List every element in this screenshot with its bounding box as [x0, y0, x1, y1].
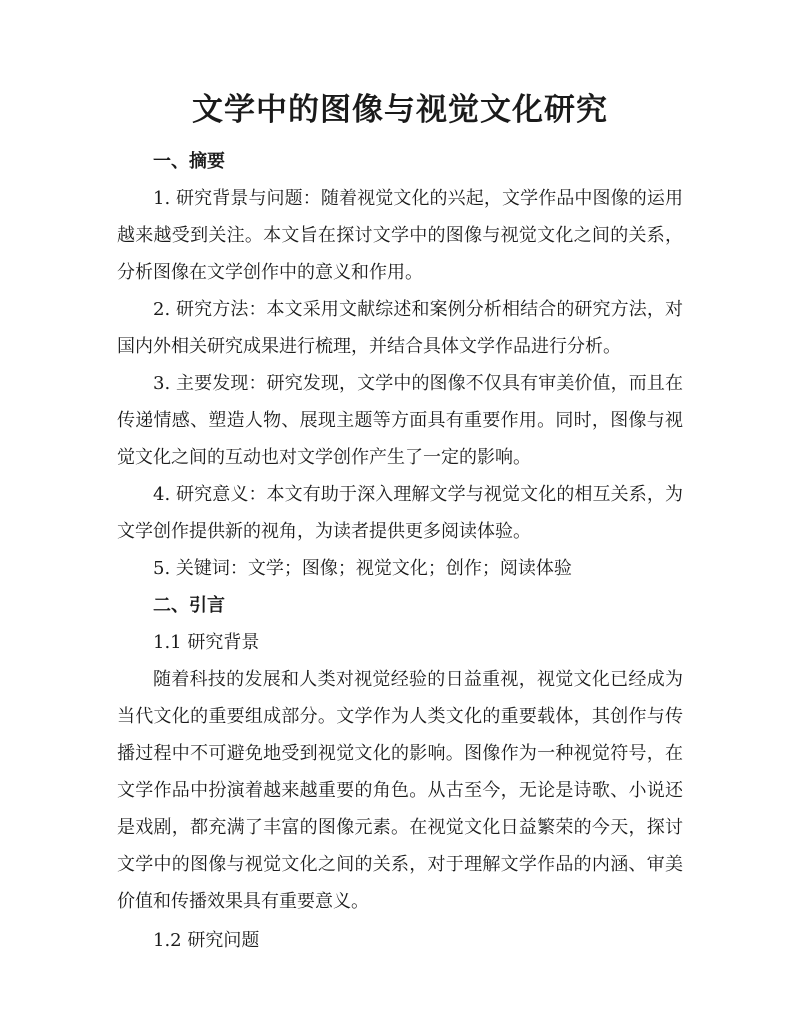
section-heading-introduction: 二、引言 [153, 595, 225, 616]
background-paragraph: 随着科技的发展和人类对视觉经验的日益重视，视觉文化已经成为当代文化的重要组成部分。文学作为人类文化的重要载体，其创作与传播过程中不可避免地受到视觉文化的影响。图像作为一种视觉符号，在文学作品中扮演着越来越重要的角色。从古至今，无论是诗歌、小说还是戏剧，都充满了丰富的图像元素。在视觉文化日益繁荣的今天，探讨文学中的图像与视觉文化之间的关系，对于理解文学作品的内涵、审美价值和传播效果具有重要意义。 [117, 669, 683, 912]
document-title: 文学中的图像与视觉文化研究 [192, 92, 608, 128]
abstract-item-5: 5. 关键词：文学；图像；视觉文化；创作；阅读体验 [153, 558, 572, 579]
subsection-title-research-question: 1.2 研究问题 [153, 930, 260, 951]
section-heading-abstract: 一、摘要 [153, 151, 225, 172]
subsection-title-background: 1.1 研究背景 [153, 632, 260, 653]
document-body [117, 143, 683, 959]
abstract-item-2: 2. 研究方法：本文采用文献综述和案例分析相结合的研究方法，对国内外相关研究成果进行梳理，并结合具体文学作品进行分析。 [117, 299, 683, 357]
abstract-item-3: 3. 主要发现：研究发现，文学中的图像不仅具有审美价值，而且在传递情感、塑造人物、展现主题等方面具有重要作用。同时，图像与视觉文化之间的互动也对文学创作产生了一定的影响。 [117, 373, 683, 468]
abstract-item-4: 4. 研究意义：本文有助于深入理解文学与视觉文化的相互关系，为文学创作提供新的视角，为读者提供更多阅读体验。 [117, 484, 683, 542]
abstract-item-1: 1. 研究背景与问题：随着视觉文化的兴起，文学作品中图像的运用越来越受到关注。本文旨在探讨文学中的图像与视觉文化之间的关系，分析图像在文学创作中的意义和作用。 [117, 188, 683, 283]
